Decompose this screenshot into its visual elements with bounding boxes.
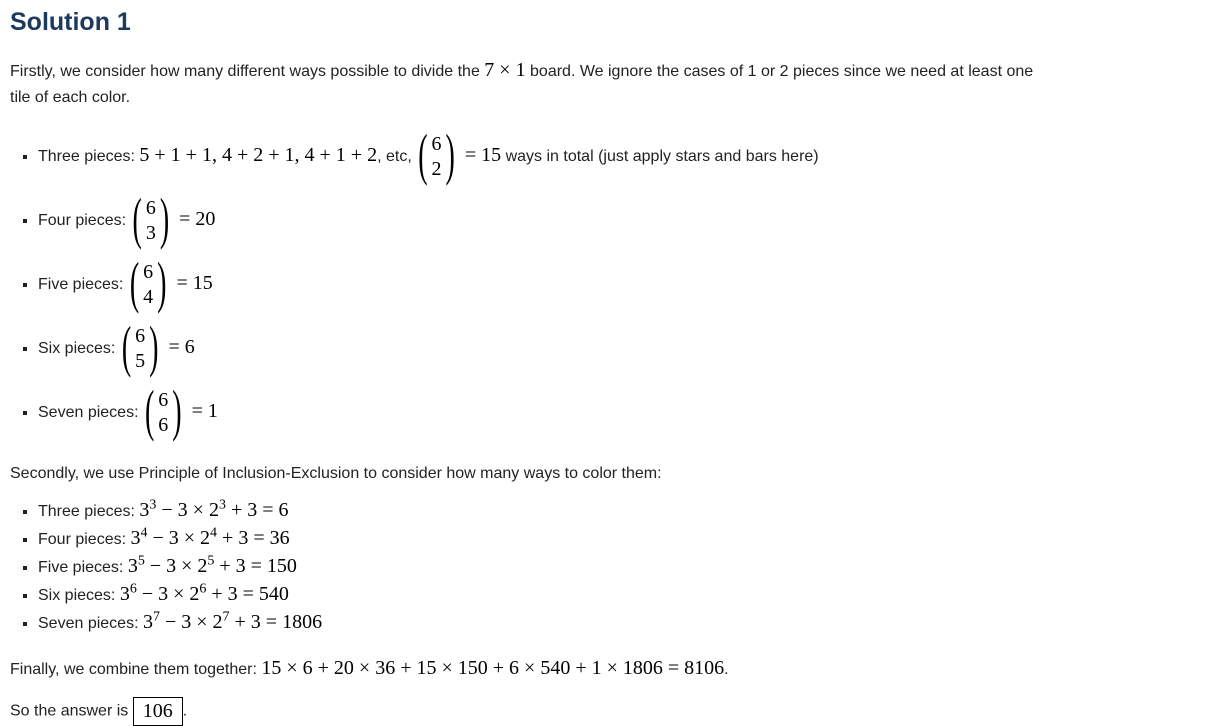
list-item-six-pieces-color xyxy=(38,581,1205,609)
binomial-column xyxy=(428,132,446,182)
binomial-column xyxy=(154,388,172,438)
binomial-column xyxy=(142,196,160,246)
right-paren: ) xyxy=(445,124,455,188)
item-label: Four pieces: xyxy=(38,531,131,548)
math-exponent: 7 xyxy=(152,609,160,625)
page-title: Solution 1 xyxy=(10,8,131,36)
binomial-coefficient xyxy=(122,317,159,381)
color-intro-paragraph: Secondly, we use Principle of Inclusion-Exclusion to consider how many ways to color them: xyxy=(10,465,662,482)
final-paragraph xyxy=(10,655,1205,683)
binomial-top: 6 xyxy=(143,261,154,283)
item-label: Five pieces: xyxy=(38,276,128,294)
item-label: Six pieces: xyxy=(38,587,120,604)
math-exponent: 4 xyxy=(140,525,148,541)
color-ways-list xyxy=(10,497,1205,637)
item-result: = 20 xyxy=(179,208,216,231)
right-paren: ) xyxy=(172,380,182,444)
left-paren: ( xyxy=(418,124,428,188)
math-mid: − 3 × 2 xyxy=(144,555,208,577)
left-paren: ( xyxy=(132,188,142,252)
binomial-bottom: 4 xyxy=(143,286,154,308)
inline-math-expression xyxy=(128,555,297,577)
left-paren: ( xyxy=(144,380,155,444)
list-item-three-pieces xyxy=(38,125,1205,189)
item-result: = 15 xyxy=(464,144,502,167)
binomial-column xyxy=(139,260,157,310)
final-period: . xyxy=(724,661,729,678)
math-tail: + 3 = 6 xyxy=(225,499,289,521)
math-exponent: 6 xyxy=(199,581,207,597)
answer-period: . xyxy=(182,702,188,720)
binomial-top: 6 xyxy=(145,197,156,219)
inline-math-board: 7 × 1 xyxy=(484,59,526,81)
binomial-top: 6 xyxy=(135,325,146,347)
intro-text-1: Firstly, we consider how many different ways possible to divide the xyxy=(10,63,485,80)
list-item-seven-pieces xyxy=(38,381,1205,445)
binomial-coefficient xyxy=(418,125,455,189)
final-text: Finally, we combine them together: xyxy=(10,661,262,678)
list-item-four-pieces xyxy=(38,189,1205,253)
binomial-top: 6 xyxy=(431,133,442,155)
binomial-coefficient xyxy=(132,189,169,253)
list-item-five-pieces xyxy=(38,253,1205,317)
math-exponent: 3 xyxy=(218,497,226,513)
math-base: 3 xyxy=(130,527,141,549)
math-exponent: 7 xyxy=(222,609,230,625)
math-mid: − 3 × 2 xyxy=(147,527,211,549)
item-label: Seven pieces: xyxy=(38,404,143,422)
item-result: = 15 xyxy=(176,272,213,295)
binomial-top: 6 xyxy=(158,389,169,411)
inline-math-expression xyxy=(139,499,288,521)
math-base: 3 xyxy=(119,583,130,605)
intro-paragraph xyxy=(10,57,1205,111)
item-label: Seven pieces: xyxy=(38,615,143,632)
binomial-bottom: 6 xyxy=(158,414,169,436)
divide-ways-list xyxy=(10,125,1205,445)
list-item-six-pieces xyxy=(38,317,1205,381)
list-item-five-pieces-color xyxy=(38,553,1205,581)
inline-math-expression xyxy=(130,527,289,549)
inline-math-expression xyxy=(143,611,322,633)
item-label: Three pieces: xyxy=(38,148,140,166)
inline-math-total: 15 × 6 + 20 × 36 + 15 × 150 + 6 × 540 + 1 × 1806 = 8106 xyxy=(261,657,725,679)
answer-text: So the answer is xyxy=(10,702,133,720)
right-paren: ) xyxy=(157,252,167,316)
binomial-bottom: 5 xyxy=(135,350,146,372)
math-base: 3 xyxy=(142,611,153,633)
inline-math-expression xyxy=(120,583,289,605)
item-etc-text: , etc, xyxy=(377,148,417,166)
math-tail: + 3 = 150 xyxy=(214,555,297,577)
math-mid: − 3 × 2 xyxy=(156,499,219,521)
left-paren: ( xyxy=(121,316,132,380)
math-exponent: 4 xyxy=(210,525,218,541)
math-base: 3 xyxy=(139,499,150,521)
binomial-bottom: 3 xyxy=(145,222,156,244)
math-base: 3 xyxy=(127,555,138,577)
math-exponent: 6 xyxy=(129,581,137,597)
item-suffix: ways in total (just apply stars and bars here) xyxy=(501,148,819,166)
item-label: Four pieces: xyxy=(38,212,131,230)
list-item-seven-pieces-color xyxy=(38,609,1205,637)
math-exponent: 5 xyxy=(207,553,215,569)
item-result: = 6 xyxy=(168,336,195,359)
math-tail: + 3 = 540 xyxy=(206,583,289,605)
inline-math-sums: 5 + 1 + 1, 4 + 2 + 1, 4 + 1 + 2 xyxy=(139,144,378,167)
math-tail: + 3 = 36 xyxy=(217,527,290,549)
right-paren: ) xyxy=(159,188,170,252)
right-paren: ) xyxy=(149,316,159,380)
boxed-answer: 106 xyxy=(133,697,183,726)
left-paren: ( xyxy=(129,252,140,316)
binomial-coefficient xyxy=(130,253,167,317)
item-label: Six pieces: xyxy=(38,340,120,358)
math-mid: − 3 × 2 xyxy=(136,583,200,605)
binomial-coefficient xyxy=(145,381,182,445)
answer-paragraph xyxy=(10,697,1205,726)
binomial-column xyxy=(131,324,149,374)
intro-text-2: board. We ignore the cases of 1 or 2 pieces since we need at least one xyxy=(525,63,1034,80)
item-label: Five pieces: xyxy=(38,559,128,576)
intro-text-line2: tile of each color. xyxy=(10,89,131,106)
binomial-bottom: 2 xyxy=(431,158,442,180)
math-exponent: 3 xyxy=(149,497,157,513)
item-result: = 1 xyxy=(191,400,218,423)
math-mid: − 3 × 2 xyxy=(159,611,223,633)
list-item-four-pieces-color xyxy=(38,525,1205,553)
math-exponent: 5 xyxy=(137,553,145,569)
item-label: Three pieces: xyxy=(38,503,140,520)
list-item-three-pieces-color xyxy=(38,497,1205,525)
math-tail: + 3 = 1806 xyxy=(229,611,323,633)
